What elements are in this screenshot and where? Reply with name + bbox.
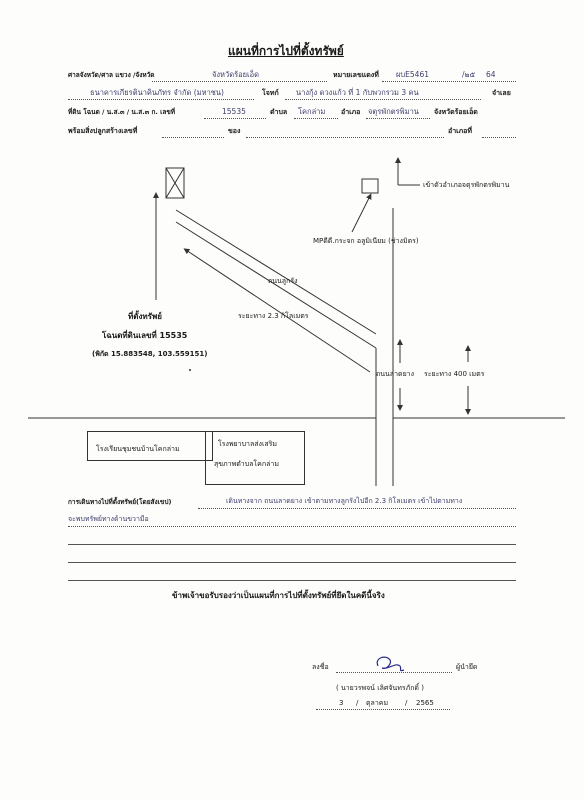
court-label: ศาลจังหวัด/ศาล แขวง /จังหวัด — [68, 71, 155, 79]
building-label: พร้อมสิ่งปลูกสร้างเลขที่ — [68, 127, 138, 135]
hospital-label-line2: สุขภาพตำบลโคกล่าม — [214, 460, 279, 468]
diagonal-distance-arrow-line — [186, 250, 370, 372]
school-label: โรงเรียนชุมชนบ้านโคกล่าม — [96, 445, 180, 453]
date-sep-1: / — [356, 699, 359, 707]
property-label: ที่ตั้งทรัพย์ — [128, 312, 162, 321]
coordinates-label: (พิกัด 15.883548, 103.559151) — [92, 350, 208, 358]
role-label: ผู้นำยึด — [456, 663, 478, 671]
land-label: ที่ดิน โฉนด / น.ส.๓ / น.ส.๓ ก. เลขที่ — [68, 108, 176, 116]
landmark-pointer-arrow — [352, 196, 370, 232]
landmark-marker — [362, 179, 378, 193]
plaintiff-value: ธนาคารเกียรตินาคินภัทร จำกัด (มหาชน) — [90, 88, 224, 97]
amphoe-label: อำเภอ — [341, 108, 361, 116]
case-value: ผบE5461 — [396, 70, 429, 79]
sign-label: ลงชื่อ — [312, 663, 329, 671]
paved-road-label: ถนนลาดยาง — [376, 370, 415, 378]
province-label: จังหวัดร้อยเอ็ด — [434, 108, 478, 116]
owner-label: ของ — [228, 127, 241, 135]
road-name-label: ถนนลูกรัง — [268, 277, 298, 285]
tambon-value: โคกล่าม — [298, 107, 326, 116]
defendant-value: นางกุ้ง ดวงแก้ว ที่ 1 กับพวกรวม 3 คน — [296, 88, 419, 97]
date-month: ตุลาคม — [366, 699, 389, 707]
hospital-label-line1: โรงพยาบาลส่งเสริม — [218, 440, 277, 448]
land-number: 15535 — [222, 107, 246, 116]
diagonal-distance-label: ระยะทาง 2.3 กิโลเมตร — [238, 312, 309, 320]
building-no-label: อำเภอที่ — [448, 127, 472, 135]
deed-label: โฉนดที่ดินเลขที่ 15535 — [102, 331, 188, 340]
court-value: จังหวัดร้อยเอ็ด — [212, 70, 259, 79]
case-label: หมายเลขแดงที่ — [333, 71, 379, 79]
route-line-2: จะพบทรัพย์ทางด้านขวามือ — [68, 515, 149, 523]
plaintiff-label: โจทก์ — [262, 89, 279, 97]
signer-name: ( นายวรพจน์ เลิศจันทรภักดิ์ ) — [336, 684, 424, 692]
amphoe-value: จตุรพักตรพิมาน — [368, 107, 419, 116]
tambon-label: ตำบล — [270, 108, 288, 116]
signature-image — [370, 652, 410, 676]
date-sep-2: / — [405, 699, 408, 707]
case-sep: /๒๕ — [462, 70, 476, 79]
landmark-label: MPดีดี.กระจก อลูมิเนียม (ช่างมิตร) — [313, 237, 419, 245]
date-day: 3 — [339, 699, 344, 707]
case-year: 64 — [486, 70, 496, 79]
page-title: แผนที่การไปที่ตั้งทรัพย์ — [228, 44, 344, 58]
distance-400-label: ระยะทาง 400 เมตร — [424, 370, 485, 378]
date-year: 2565 — [416, 699, 434, 707]
defendant-label: จำเลย — [492, 89, 511, 97]
to-district-label: เข้าตัวอำเภอจตุรพักตรพิมาน — [423, 181, 510, 189]
route-label: การเดินทางไปที่ตั้งทรัพย์(โดยสังเขป) — [68, 498, 172, 506]
route-line-1: เดินทางจาก ถนนลาดยาง เข้าตามทางลูกรังไปอีก 2.3 กิโลเมตร เข้าไปตามทาง — [226, 497, 463, 505]
certification-text: ข้าพเจ้าขอรับรองว่าเป็นแผนที่การไปที่ตั้งทรัพย์ที่ยึดในคดีนี้จริง — [172, 591, 385, 600]
